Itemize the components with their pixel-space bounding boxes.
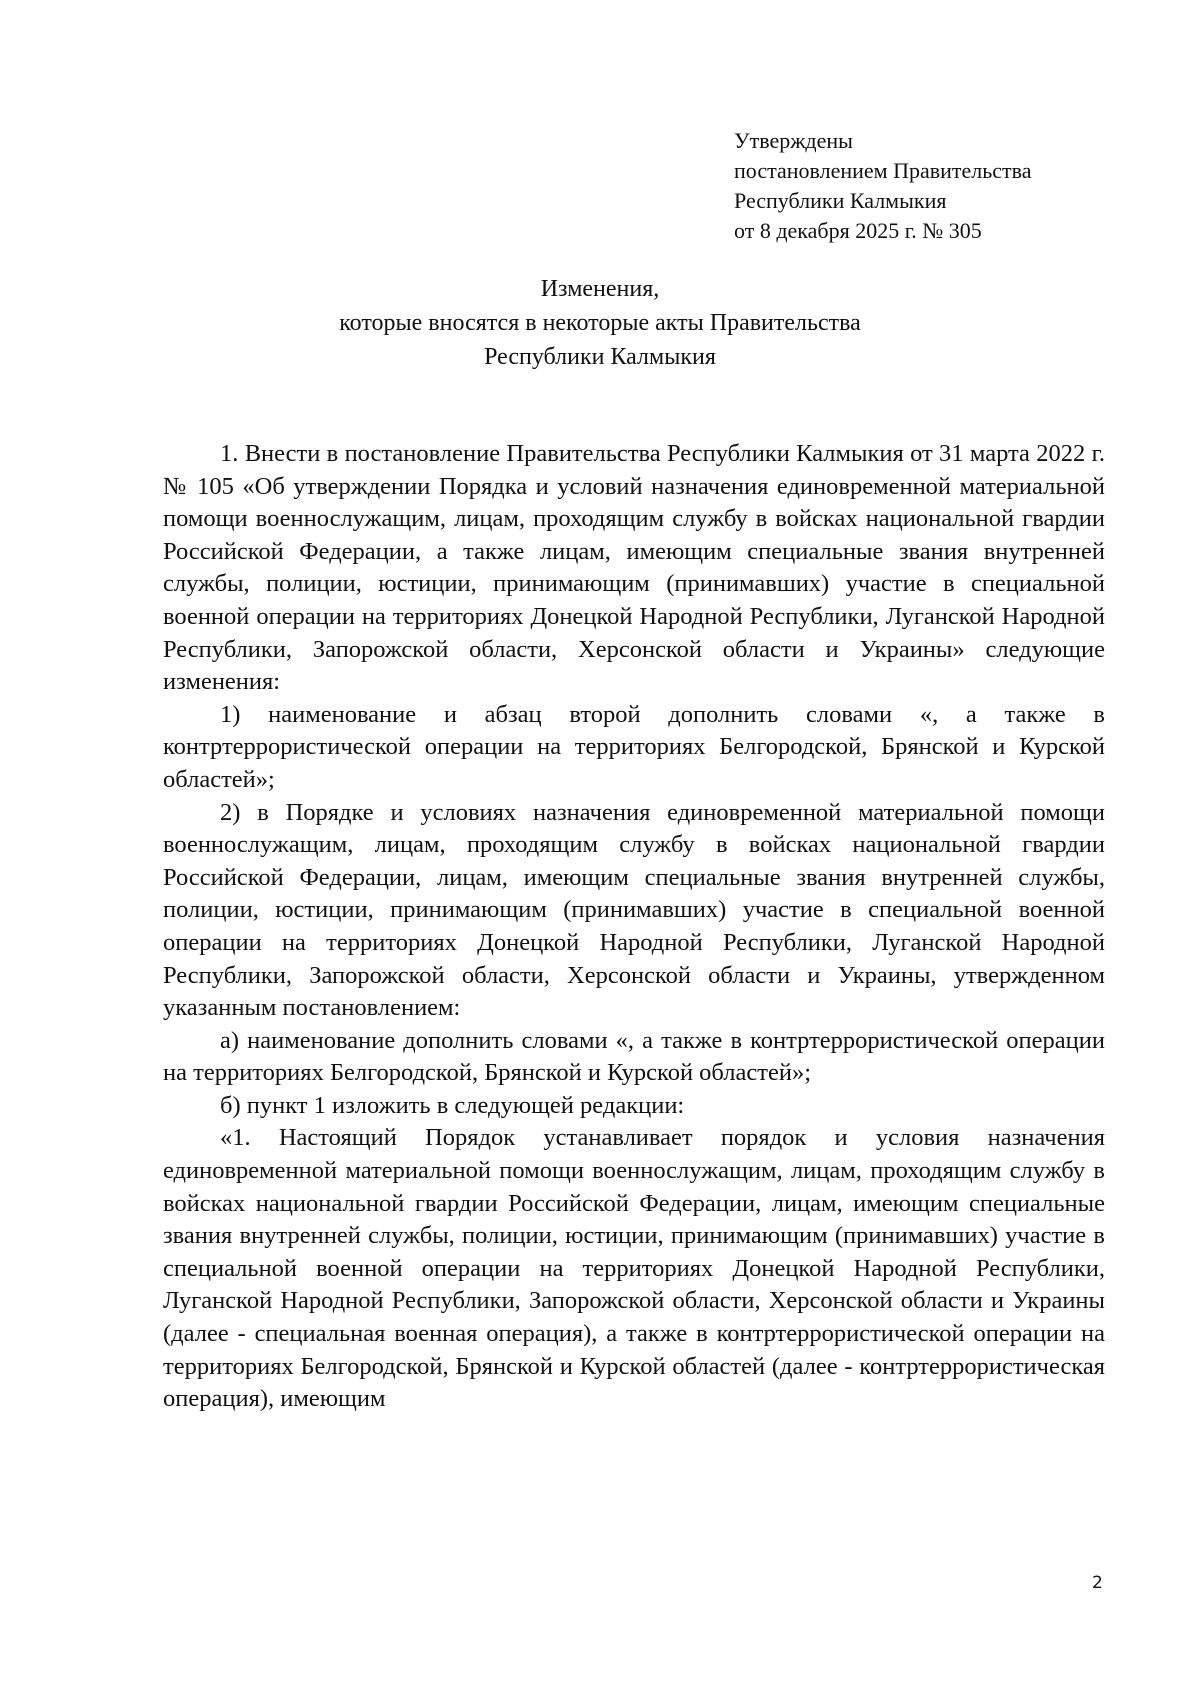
approval-line: постановлением Правительства [734, 158, 1032, 183]
page-number: 2 [1092, 1573, 1103, 1593]
paragraph-1: 1. Внести в постановление Правительства Республики Калмыкия от 31 марта 2022 г. № 105 «Об утверждении Порядка и условий назначения единовременной материальной помощи военнослужащим, лицам, проходящим службу в войсках национальной гвардии Российской Федерации, а также лицам, имеющим специальные звания внутренней службы, полиции, юстиции, принимающим (принимавших) участие в специальной военной операции на территориях Донецкой Народной Республики, Луганской Народной Республики, Запорожской области, Херсонской области и Украины» следующие изменения: [163, 440, 1105, 696]
document-title [0, 272, 1200, 374]
title-line: которые вносятся в некоторые акты Правительства [339, 310, 861, 336]
title-line: Республики Калмыкия [484, 344, 716, 370]
approval-stamp-block [734, 126, 1032, 246]
approval-line: Утверждены [734, 128, 853, 153]
approval-line: Республики Калмыкия [734, 188, 947, 213]
paragraph-quoted-item-1: «1. Настоящий Порядок устанавливает порядок и условия назначения единовременной материальной помощи военнослужащим, лицам, проходящим службу в войсках национальной гвардии Российской Федерации, лицам, имеющим специальные звания внутренней службы, полиции, юстиции, принимающим (принимавших) участие в специальной военной операции на территориях Донецкой Народной Республики, Луганской Народной Республики, Запорожской области, Херсонской области и Украины (далее - специальная военная операция), а также в контртеррористической операции на территориях Белгородской, Брянской и Курской областей (далее - контртеррористическая операция), имеющим [163, 1124, 1105, 1413]
document-body [163, 438, 1105, 1416]
paragraph-subitem-b: б) пункт 1 изложить в следующей редакции: [220, 1091, 685, 1119]
paragraph-subitem-a: а) наименование дополнить словами «, а также в контртеррористической операции на территориях Белгородской, Брянской и Курской областей»; [163, 1026, 1105, 1087]
paragraph-subitem-2: 2) в Порядке и условиях назначения единовременной материальной помощи военнослужащим, лицам, проходящим службу в войсках национальной гвардии Российской Федерации, лицам, имеющим специальные звания внутренней службы, полиции, юстиции, принимающим (принимавших) участие в специальной военной операции на территориях Донецкой Народной Республики, Луганской Народной Республики, Запорожской области, Херсонской области и Украины, утвержденном указанным постановлением: [163, 798, 1105, 1022]
title-line: Изменения, [540, 276, 660, 302]
paragraph-subitem-1: 1) наименование и абзац второй дополнить словами «, а также в контртеррористической операции на территориях Белгородской, Брянской и Курской областей»; [163, 700, 1105, 793]
approval-date-line: от 8 декабря 2025 г. № 305 [734, 218, 982, 243]
